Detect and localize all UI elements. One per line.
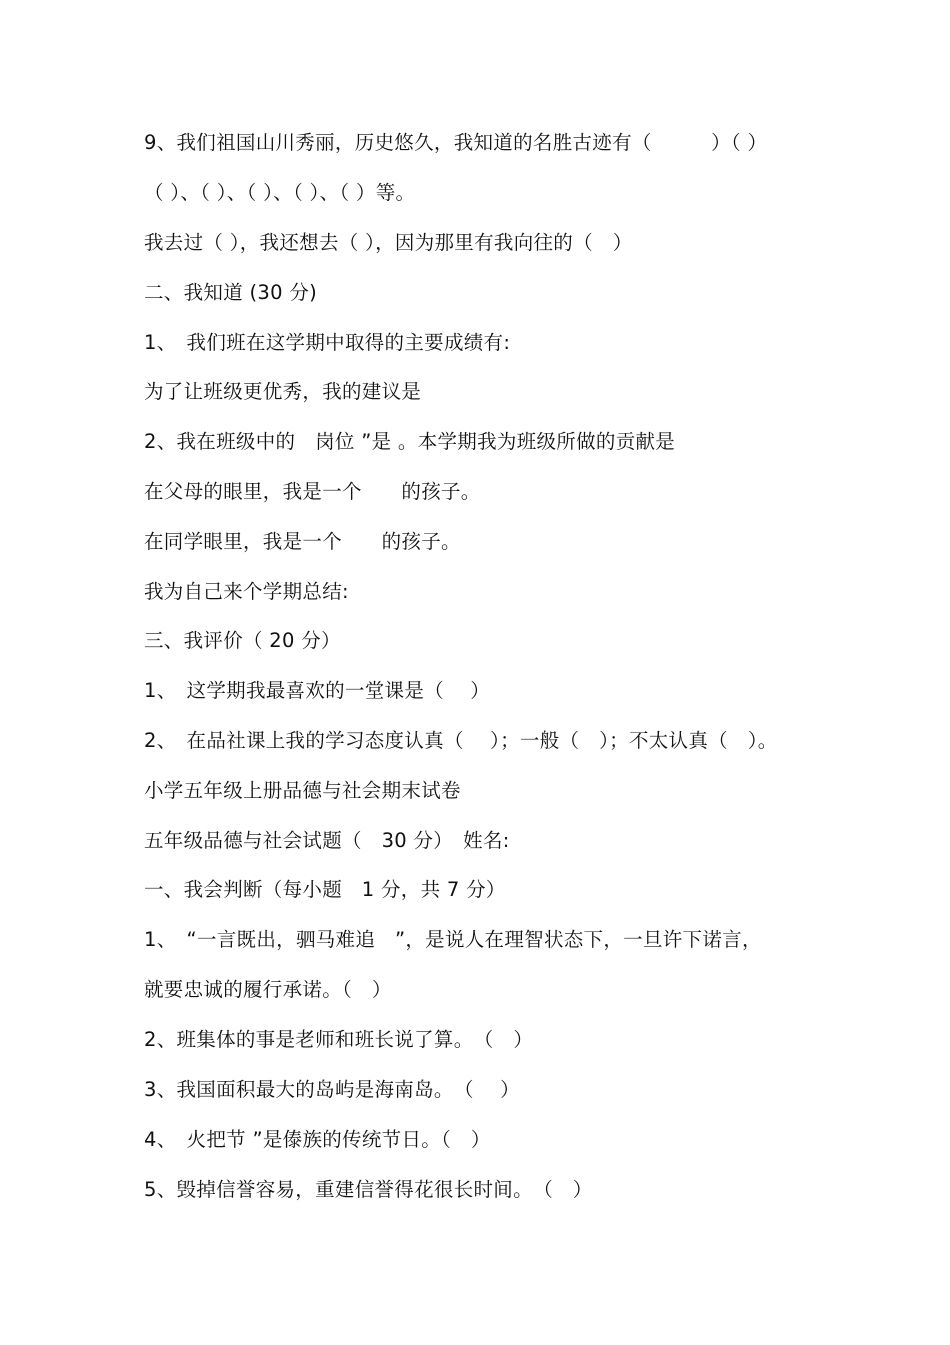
text-line-q9-part3: 我去过（ ），我还想去（ ），因为那里有我向往的（ ） xyxy=(144,231,633,254)
text-line-s2-q2: 2、我在班级中的 岗位 ”是 。本学期我为班级所做的贡献是 xyxy=(144,430,676,453)
text-line-s1-q1-part2: 就要忠诚的履行承诺。（ ） xyxy=(144,978,392,1001)
text-line-s2-classmates: 在同学眼里，我是一个 的孩子。 xyxy=(144,530,461,553)
text-line-s1-q1-part1: 1、 “一言既出，驷马难追 ”，是说人在理智状态下，一旦许下诺言， xyxy=(144,928,762,951)
text-line-s3-q1: 1、 这学期我最喜欢的一堂课是（ ） xyxy=(144,679,491,702)
text-line-s1-q4: 4、 火把节 ”是傣族的传统节日。（ ） xyxy=(144,1128,491,1151)
paper-title: 小学五年级上册品德与社会期末试卷 xyxy=(144,779,461,802)
text-line-s2-parents: 在父母的眼里，我是一个 的孩子。 xyxy=(144,480,481,503)
text-line-s3-q2: 2、 在品社课上我的学习态度认真（ ）；一般（ ）；不太认真（ ）。 xyxy=(144,729,778,752)
text-line-s1-q3: 3、我国面积最大的岛屿是海南岛。 （ ） xyxy=(144,1078,520,1101)
text-line-q9-part2: （ ）、（ ）、（ ）、（ ）、（ ）等。 xyxy=(144,181,416,204)
section-heading-2: 二、我知道 (30 分) xyxy=(144,281,318,304)
text-line-s2-q1: 1、 我们班在这学期中取得的主要成绩有: xyxy=(144,331,511,354)
text-line-s1-q5: 5、毁掉信誉容易，重建信誉得花很长时间。 （ ） xyxy=(144,1178,593,1201)
text-line-s1-q2: 2、班集体的事是老师和班长说了算。 （ ） xyxy=(144,1028,534,1051)
section-heading-1: 一、我会判断（每小题 1 分，共 7 分） xyxy=(144,878,506,901)
section-heading-3: 三、我评价（ 20 分） xyxy=(144,629,341,652)
text-line-s2-summary: 我为自己来个学期总结: xyxy=(144,580,349,603)
paper-subtitle: 五年级品德与社会试题（ 30 分） 姓名: xyxy=(144,829,510,852)
text-line-q9-part1: 9、我们祖国山川秀丽，历史悠久，我知道的名胜古迹有（ ）（ ） xyxy=(144,131,768,154)
text-line-s2-suggestion: 为了让班级更优秀，我的建议是 xyxy=(144,380,422,403)
